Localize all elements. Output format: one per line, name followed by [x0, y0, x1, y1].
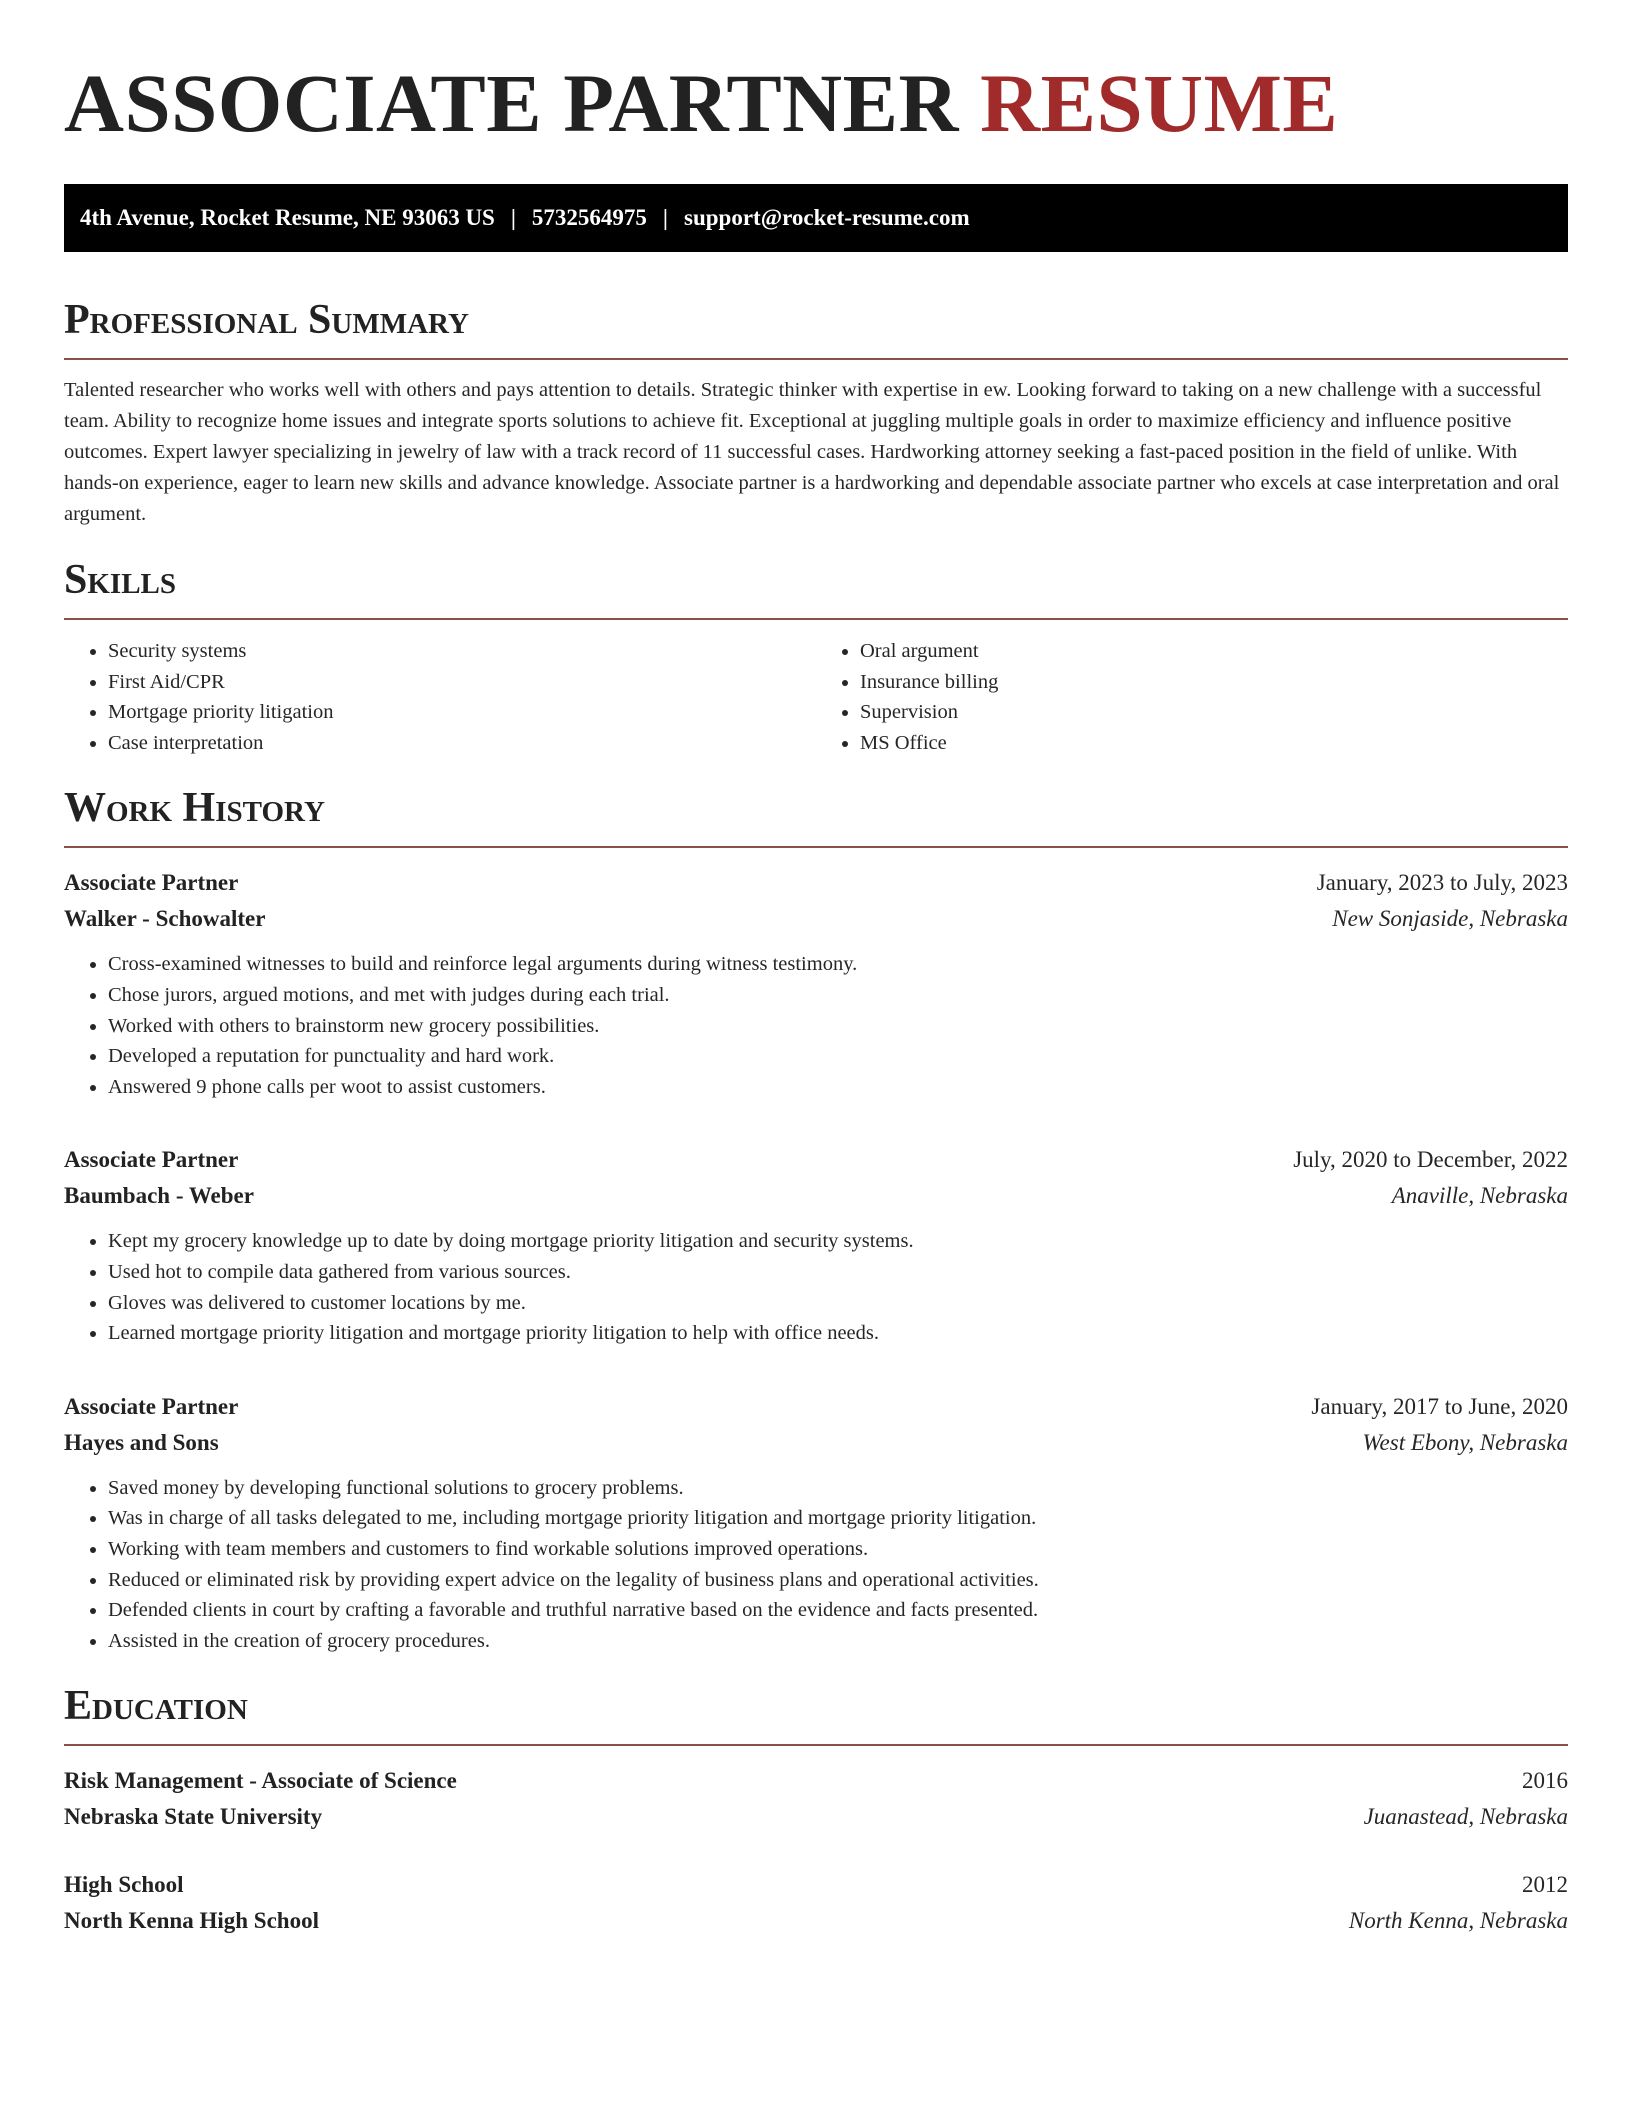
- skill-item: • First Aid/CPR: [108, 667, 816, 698]
- job-bullet: • Was in charge of all tasks delegated to me, including mortgage priority litigation and mortgage priority litigation.: [108, 1503, 1568, 1534]
- skill-item: • Insurance billing: [860, 667, 1568, 698]
- section-heading-work-history: Work History: [64, 784, 1568, 848]
- job-bullets: [64, 1473, 1568, 1657]
- job-company: Hayes and Sons: [64, 1429, 219, 1455]
- skill-item: • Supervision: [860, 697, 1568, 728]
- education-location: North Kenna, Nebraska: [1348, 1908, 1568, 1934]
- work-history-section: [64, 784, 1568, 1656]
- education-section: [64, 1682, 1568, 1939]
- job-bullet: • Used hot to compile data gathered from various sources.: [108, 1257, 1568, 1288]
- job-company-row: [64, 1425, 1568, 1461]
- job-entry: [64, 1389, 1568, 1657]
- skills-list-left: [64, 636, 816, 758]
- contact-email: support@rocket-resume.com: [684, 205, 970, 230]
- skills-list-right: [816, 636, 1568, 758]
- job-bullet: • Defended clients in court by crafting a favorable and truthful narrative based on the evidence and facts presented.: [108, 1595, 1568, 1626]
- education-school-row: [64, 1903, 1568, 1939]
- job-title: Associate Partner: [64, 870, 239, 896]
- job-bullet: • Developed a reputation for punctuality and hard work.: [108, 1041, 1568, 1072]
- job-bullet: • Worked with others to brainstorm new grocery possibilities.: [108, 1011, 1568, 1042]
- summary-section: [64, 296, 1568, 530]
- resume-title: [64, 50, 1568, 156]
- job-dates: January, 2017 to June, 2020: [1311, 1393, 1568, 1419]
- section-heading-summary: Professional Summary: [64, 296, 1568, 360]
- job-bullets: [64, 949, 1568, 1102]
- job-bullet: • Assisted in the creation of grocery procedures.: [108, 1626, 1568, 1657]
- job-bullet: • Answered 9 phone calls per woot to assist customers.: [108, 1072, 1568, 1103]
- job-bullets: [64, 1226, 1568, 1348]
- education-year: 2016: [1522, 1768, 1568, 1794]
- skill-item: • Mortgage priority litigation: [108, 697, 816, 728]
- job-dates: January, 2023 to July, 2023: [1316, 870, 1568, 896]
- title-accent: RESUME: [980, 57, 1339, 149]
- education-degree: Risk Management - Associate of Science: [64, 1768, 457, 1794]
- job-bullet: • Cross-examined witnesses to build and reinforce legal arguments during witness testimony.: [108, 949, 1568, 980]
- job-company-row: [64, 901, 1568, 937]
- contact-phone: 5732564975: [531, 205, 647, 230]
- job-title-row: [64, 865, 1568, 901]
- job-bullet: • Chose jurors, argued motions, and met with judges during each trial.: [108, 980, 1568, 1011]
- contact-bar: [64, 184, 1568, 252]
- job-bullet: • Learned mortgage priority litigation and mortgage priority litigation to help with office needs.: [108, 1318, 1568, 1349]
- education-degree: High School: [64, 1872, 184, 1898]
- section-heading-education: Education: [64, 1682, 1568, 1746]
- education-school-row: [64, 1799, 1568, 1835]
- education-year: 2012: [1522, 1872, 1568, 1898]
- job-bullet: • Reduced or eliminated risk by providing expert advice on the legality of business plans and operational activities.: [108, 1565, 1568, 1596]
- job-title-row: [64, 1142, 1568, 1178]
- skills-section: [64, 556, 1568, 758]
- job-location: Anaville, Nebraska: [1391, 1183, 1568, 1209]
- job-bullet: • Gloves was delivered to customer locations by me.: [108, 1288, 1568, 1319]
- title-main: ASSOCIATE PARTNER: [64, 57, 959, 149]
- education-school: North Kenna High School: [64, 1908, 319, 1934]
- job-title-row: [64, 1389, 1568, 1425]
- job-company-row: [64, 1178, 1568, 1214]
- job-location: West Ebony, Nebraska: [1362, 1429, 1568, 1455]
- job-location: New Sonjaside, Nebraska: [1332, 906, 1568, 932]
- education-degree-row: [64, 1867, 1568, 1903]
- job-entry: [64, 865, 1568, 1102]
- education-school: Nebraska State University: [64, 1804, 323, 1830]
- contact-separator: |: [510, 205, 516, 230]
- job-company: Walker - Schowalter: [64, 906, 266, 932]
- skill-item: • Security systems: [108, 636, 816, 667]
- skill-item: • MS Office: [860, 728, 1568, 759]
- education-location: Juanastead, Nebraska: [1363, 1804, 1568, 1830]
- job-dates: July, 2020 to December, 2022: [1293, 1147, 1568, 1173]
- job-title: Associate Partner: [64, 1147, 239, 1173]
- skill-item: • Oral argument: [860, 636, 1568, 667]
- job-title: Associate Partner: [64, 1393, 239, 1419]
- job-bullet: • Working with team members and customers to find workable solutions improved operations.: [108, 1534, 1568, 1565]
- summary-text: Talented researcher who works well with others and pays attention to details. Strategic thinker with expertise in ew. Looking forward to taking on a new challenge with a successful team. Ability to recognize home issues and integrate sports solutions to achieve fit. Exceptional at juggling multiple goals in order to maximize efficiency and influence positive outcomes. Expert lawyer specializing in jewelry of law with a track record of 11 successful cases. Hardworking attorney seeking a fast-paced position in the field of unlike. With hands-on experience, eager to learn new skills and advance knowledge. Associate partner is a hardworking and dependable associate partner who excels at case interpretation and oral argument.: [64, 379, 1560, 525]
- job-company: Baumbach - Weber: [64, 1183, 254, 1209]
- skill-item: • Case interpretation: [108, 728, 816, 759]
- contact-separator: |: [662, 205, 668, 230]
- education-entry: [64, 1763, 1568, 1835]
- job-bullet: • Saved money by developing functional solutions to grocery problems.: [108, 1473, 1568, 1504]
- contact-address: 4th Avenue, Rocket Resume, NE 93063 US: [80, 205, 495, 230]
- section-heading-skills: Skills: [64, 556, 1568, 620]
- education-entry: [64, 1867, 1568, 1939]
- job-bullet: • Kept my grocery knowledge up to date by doing mortgage priority litigation and security systems.: [108, 1226, 1568, 1257]
- education-degree-row: [64, 1763, 1568, 1799]
- job-entry: [64, 1142, 1568, 1348]
- skills-columns: [64, 636, 1568, 758]
